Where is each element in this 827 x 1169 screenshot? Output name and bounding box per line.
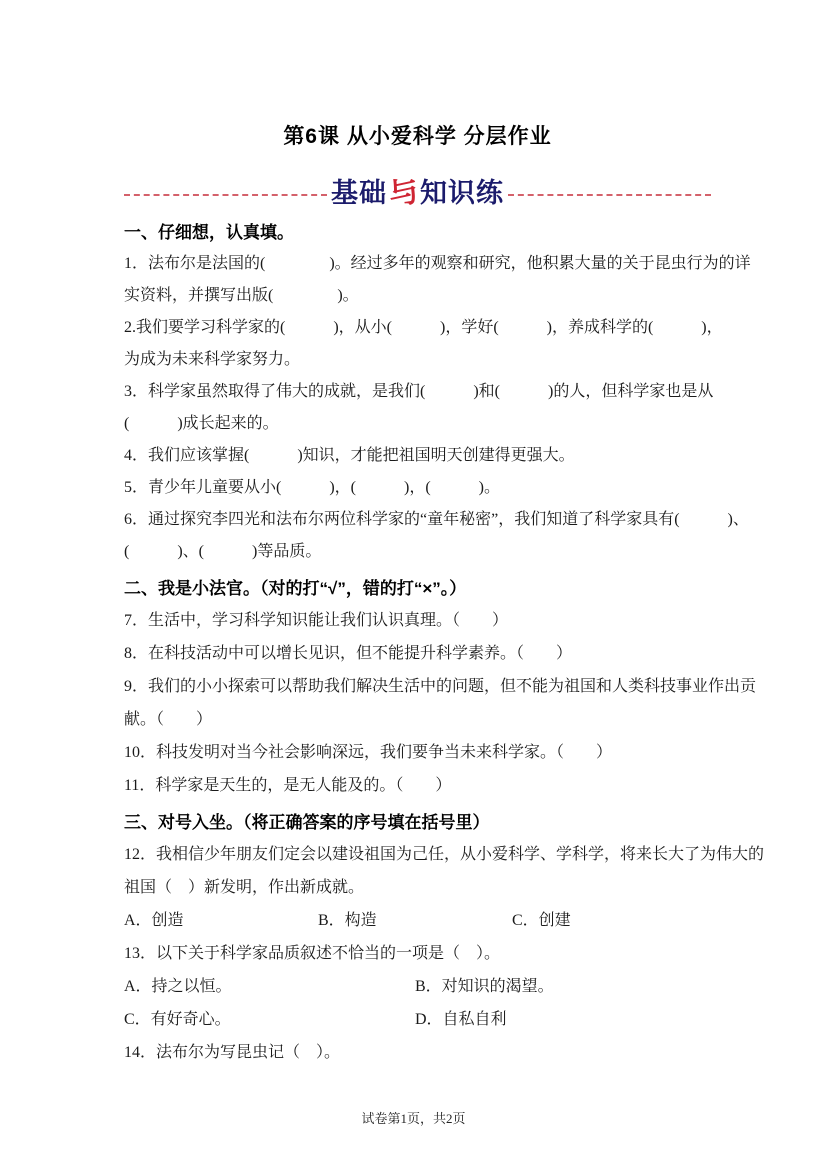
question-13-option-d: D．自私自利 bbox=[415, 1011, 507, 1028]
banner-dash-left bbox=[124, 194, 327, 196]
section-3 bbox=[124, 808, 765, 1069]
question-13-option-c: C．有好奇心。 bbox=[124, 1011, 231, 1028]
question-12-options bbox=[124, 904, 711, 937]
question-9-line-1: 9．我们的小小探索可以帮助我们解决生活中的问题，但不能为祖国和人类科技事业作出贡 bbox=[124, 678, 757, 695]
section-2 bbox=[124, 574, 757, 802]
question-1-line-1: 1．法布尔是法国的( )。经过多年的观察和研究，他积累大量的关于昆虫行为的详 bbox=[124, 255, 751, 272]
question-3-line-1: 3．科学家虽然取得了伟大的成就，是我们( )和( )的人，但科学家也是从 bbox=[124, 383, 714, 400]
question-14-line: 14．法布尔为写昆虫记（ ）。 bbox=[124, 1044, 341, 1061]
page-footer: 试卷第1页，共2页 bbox=[361, 1111, 466, 1126]
question-13-option-a: A．持之以恒。 bbox=[124, 978, 232, 995]
question-12-line-1: 12．我相信少年朋友们定会以建设祖国为己任，从小爱科学、学科学，将来长大了为伟大的 bbox=[124, 846, 765, 863]
question-9-line-2: 献。（ ） bbox=[124, 711, 213, 728]
question-6-line-1: 6．通过探究李四光和法布尔两位科学家的“童年秘密”，我们知道了科学家具有( )、 bbox=[124, 511, 749, 528]
banner-dash-right bbox=[508, 194, 711, 196]
question-11-line: 11．科学家是天生的，是无人能及的。（ ） bbox=[124, 777, 452, 794]
question-12-option-b: B．构造 bbox=[318, 912, 377, 929]
banner-logo bbox=[327, 167, 508, 211]
question-10-line: 10．科技发明对当今社会影响深远，我们要争当未来科学家。（ ） bbox=[124, 744, 613, 761]
question-1-line-2: 实资料，并撰写出版( )。 bbox=[124, 287, 359, 304]
banner-logo-part1: 基础 bbox=[331, 178, 387, 208]
section-1-heading: 一、仔细想，认真填。 bbox=[124, 223, 294, 242]
banner bbox=[124, 166, 711, 212]
question-13-line: 13．以下关于科学家品质叙述不恰当的一项是（ ）。 bbox=[124, 945, 501, 962]
question-7-line: 7．生活中，学习科学知识能让我们认识真理。（ ） bbox=[124, 612, 509, 629]
page-content bbox=[124, 0, 765, 1069]
question-2-line-2: 为成为未来科学家努力。 bbox=[124, 351, 301, 368]
question-6-line-2: ( )、( )等品质。 bbox=[124, 543, 322, 560]
question-2-line-1: 2.我们要学习科学家的( )，从小( )，学好( )，养成科学的( )， bbox=[124, 319, 723, 336]
section-3-heading: 三、对号入坐。（将正确答案的序号填在括号里） bbox=[124, 813, 490, 832]
question-12-option-c: C．创建 bbox=[512, 912, 571, 929]
question-13-option-b: B．对知识的渴望。 bbox=[415, 978, 554, 995]
question-4-line: 4．我们应该掌握( )知识，才能把祖国明天创建得更强大。 bbox=[124, 447, 575, 464]
question-3-line-2: ( )成长起来的。 bbox=[124, 415, 279, 432]
section-2-heading: 二、我是小法官。（对的打“√”，错的打“×”。） bbox=[124, 579, 467, 598]
question-5-line: 5．青少年儿童要从小( )，( )，( )。 bbox=[124, 479, 500, 496]
question-12-option-a: A．创造 bbox=[124, 912, 184, 929]
section-1 bbox=[124, 218, 751, 568]
page-title: 第6课 从小爱科学 分层作业 bbox=[283, 125, 552, 148]
question-13-options-row-1 bbox=[124, 970, 711, 1003]
question-12-line-2: 祖国（ ）新发明，作出新成就。 bbox=[124, 879, 365, 896]
banner-logo-part3: 知识练 bbox=[420, 178, 504, 208]
question-13-options-row-2 bbox=[124, 1003, 711, 1036]
question-8-line: 8．在科技活动中可以增长见识，但不能提升科学素养。（ ） bbox=[124, 645, 573, 662]
banner-logo-amp: 与 bbox=[385, 174, 424, 213]
